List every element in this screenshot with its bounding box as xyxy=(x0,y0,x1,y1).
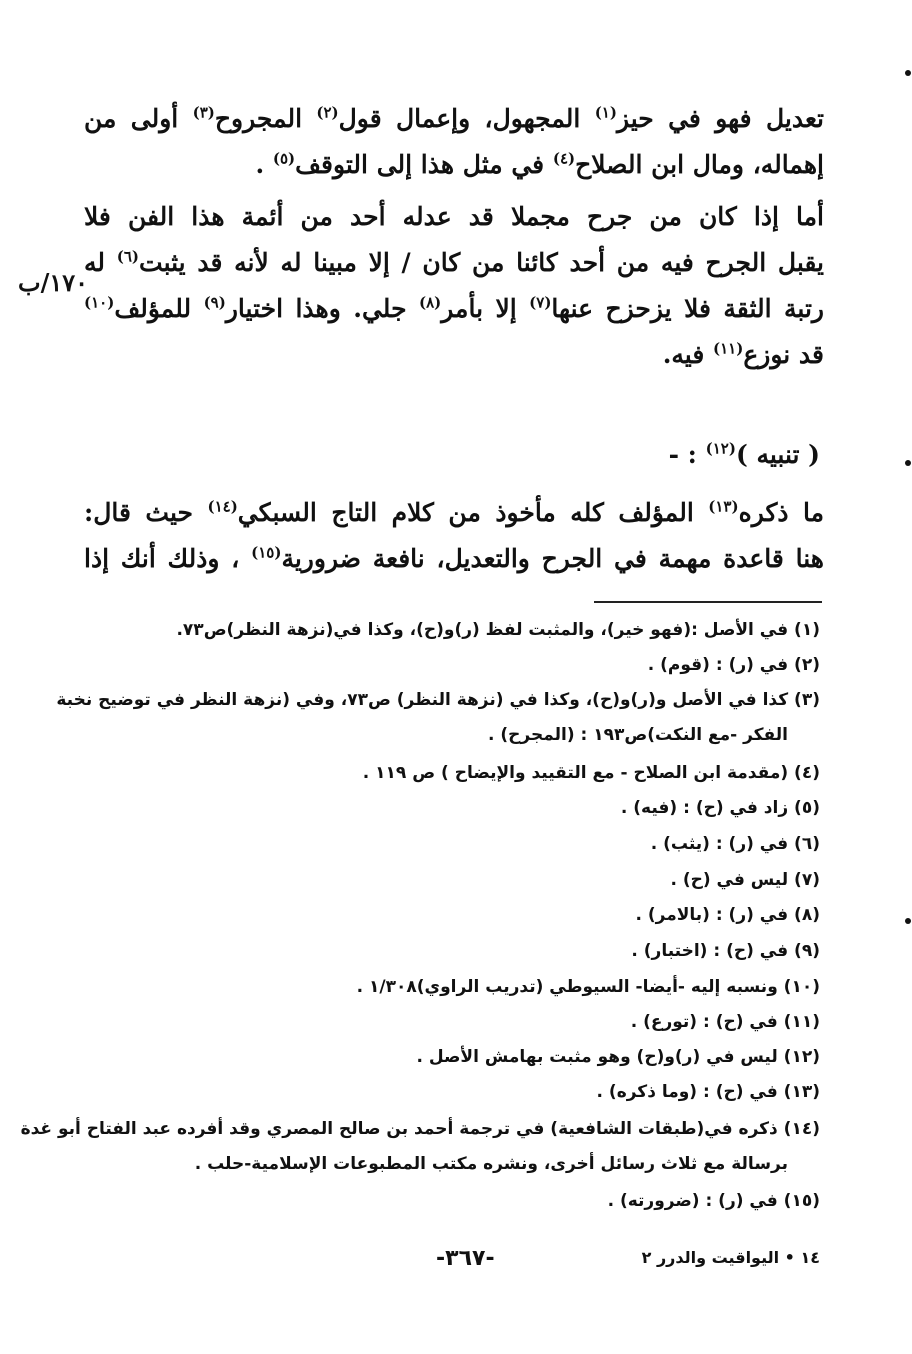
footnote: (٨) في (ر) : (بالامر) . xyxy=(635,905,820,925)
footnote: (٢) في (ر) : (قوم) . xyxy=(647,655,820,675)
footnote-continuation: الفكر -مع النكت)ص١٩٣ : (المجرح) . xyxy=(488,725,788,745)
body-line: ما ذكره$^{(١٣)}$ المؤلف كله مأخوذ من كلام التاج السبكي$^{(١٤)}$ حيث قال: xyxy=(84,497,824,527)
section-heading: ( تنبيه )$^{(١٢)}$ : - xyxy=(668,439,820,469)
body-line: يقبل الجرح فيه من أحد كائنا من كان / إلا مبينا له لأنه قد يثبت$^{(٦)}$ له xyxy=(84,247,824,277)
margin-dot xyxy=(905,70,911,76)
body-line: تعديل فهو في حيز$^{(١)}$ المجهول، وإعمال قول$^{(٢)}$ المجروح$^{(٣)}$ أولى من xyxy=(84,103,824,133)
footnote: (١٤) ذكره في(طبقات الشافعية) في ترجمة أحمد بن صالح المصري وقد أفرده عبد الفتاح أبو غدة xyxy=(20,1119,820,1139)
page-number: -٣٦٧- xyxy=(436,1246,495,1271)
footnote: (٧) ليس في (ح) . xyxy=(670,870,820,890)
body-line: قد نوزع$^{(١١)}$ فيه. xyxy=(662,339,824,369)
manuscript-folio-marker: ١٧٠/ب xyxy=(18,268,89,297)
body-line: هنا قاعدة مهمة في الجرح والتعديل، نافعة ضرورية$^{(١٥)}$ ، وذلك أنك إذا xyxy=(84,543,824,573)
footnote-separator xyxy=(594,601,822,603)
footnote: (٩) في (ح) : (اختبار) . xyxy=(631,941,820,961)
footnote: (٤) (مقدمة ابن الصلاح - مع التقييد والإيضاح ) ص ١١٩ . xyxy=(362,763,820,783)
margin-dot xyxy=(905,918,911,924)
body-line: أما إذا كان من جرح مجملا قد عدله أحد من أئمة هذا الفن فلا xyxy=(84,202,824,231)
margin-dot xyxy=(905,460,911,466)
footnote: (١) في الأصل :(فهو خير)، والمثبت لفظ (ر)و(ح)، وكذا في(نزهة النظر)ص٧٣. xyxy=(176,620,820,640)
footnote: (١٠) ونسبه إليه -أيضا- السيوطي (تدريب الراوي)١/٣٠٨ . xyxy=(356,977,820,997)
body-line: رتبة الثقة فلا يزحزح عنها$^{(٧)}$ إلا بأمر$^{(٨)}$ جلي. وهذا اختيار$^{(٩)}$ للمؤلف$^{(١٠)}$ xyxy=(84,293,824,323)
footnote: (١١) في (ح) : (تورع) . xyxy=(630,1012,820,1032)
footnote: (١٢) ليس في (ر)و(ح) وهو مثبت بهامش الأصل . xyxy=(416,1047,820,1067)
footnote: (١٣) في (ح) : (وما ذكره) . xyxy=(596,1082,820,1102)
footnote: (١٥) في (ر) : (ضرورته) . xyxy=(607,1191,820,1211)
body-line: إهماله، ومال ابن الصلاح$^{(٤)}$ في مثل هذا إلى التوقف$^{(٥)}$ . xyxy=(255,149,824,179)
footnote: (٣) كذا في الأصل و(ر)و(ح)، وكذا في (نزهة النظر) ص٧٣، وفي (نزهة النظر في توضيح نخبة xyxy=(56,690,820,710)
footnote: (٥) زاد في (ح) : (فيه) . xyxy=(620,798,820,818)
footnote-continuation: برسالة مع ثلاث رسائل أخرى، ونشره مكتب المطبوعات الإسلامية-حلب . xyxy=(194,1154,788,1174)
book-signature: ١٤ • اليواقيت والدرر ٢ xyxy=(641,1248,820,1267)
footnote: (٦) في (ر) : (يثب) . xyxy=(650,834,820,854)
